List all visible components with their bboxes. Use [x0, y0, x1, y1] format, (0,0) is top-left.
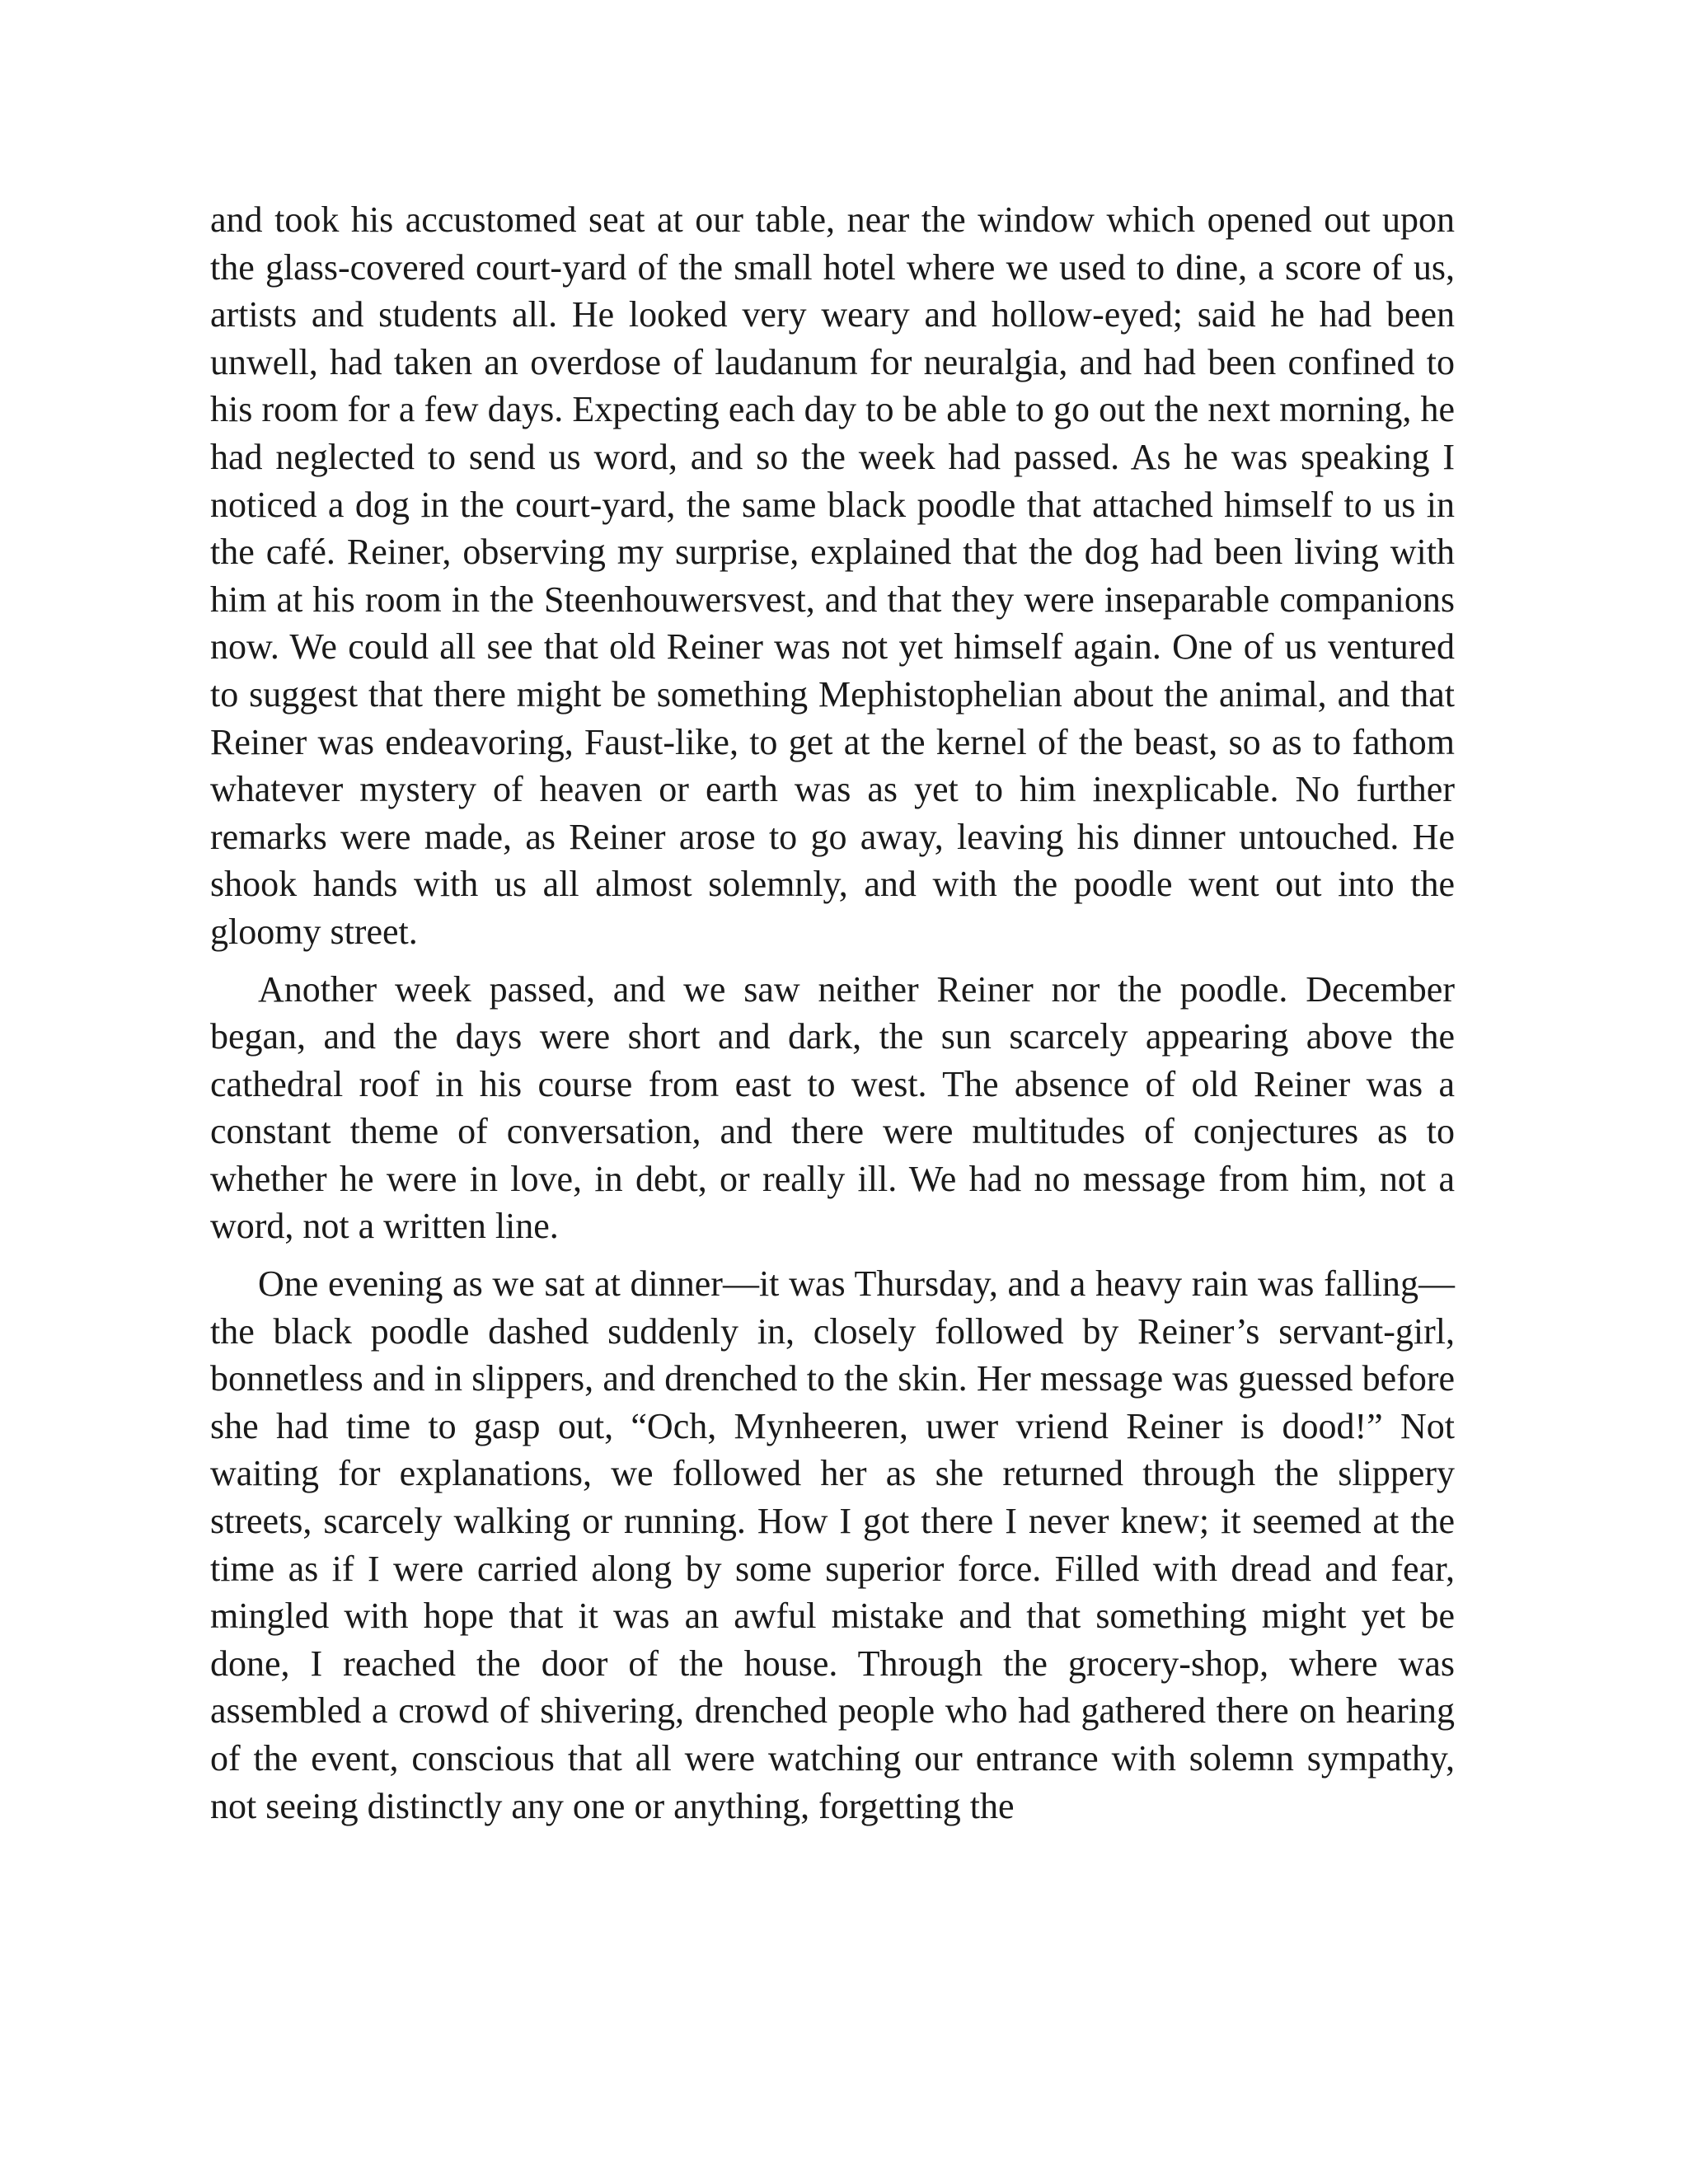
paragraph-another-week: Another week passed, and we saw neither Reiner nor the poodle. December began, and the days were short and dark, the sun scarcely appearing above the cathedral roof in his course from east to west. The absence of old Reiner was a constant theme of conversation, and there were multitudes of conjectures as to whether he were in love, in debt, or really ill. We had no message from him, not a word, not a written line. — [210, 968, 1455, 1247]
paragraph-one-evening: One evening as we sat at dinner—it was Thursday, and a heavy rain was falling—the black poodle dashed suddenly in, closely followed by Reiner’s servant-girl, bonnetless and in slippers, and drenched to the skin. Her message was guessed before she had time to gasp out, “Och, Mynheeren, uwer vriend Reiner is dood!” Not waiting for explanations, we followed her as she returned through the slippery streets, scarcely walking or running. How I got there I never knew; it seemed at the time as if I were carried along by some superior force. Filled with dread and fear, mingled with hope that it was an awful mistake and that something might yet be done, I reached the door of the house. Through the grocery-shop, where was assembled a crowd of shivering, drenched people who had gathered there on hearing of the event, conscious that all were watching our entrance with solemn sympathy, not seeing distinctly any one or anything, forgetting the — [210, 1263, 1455, 1826]
paragraph-continued: and took his accustomed seat at our table, near the window which opened out upon the glass-covered court-yard of the small hotel where we used to dine, a score of us, artists and students all. He looked very weary and hollow-eyed; said he had been unwell, had taken an overdose of laudanum for neuralgia, and had been confined to his room for a few days. Expecting each day to be able to go out the next morning, he had neglected to send us word, and so the week had passed. As he was speaking I noticed a dog in the court-yard, the same black poodle that attached himself to us in the café. Reiner, observing my surprise, explained that the dog had been living with him at his room in the Steenhouwersvest, and that they were inseparable companions now. We could all see that old Reiner was not yet himself again. One of us ventured to suggest that there might be something Mephistophelian about the animal, and that Reiner was endeavoring, Faust-like, to get at the kernel of the beast, so as to fathom whatever mystery of heaven or earth was as yet to him inexplicable. No further remarks were made, as Reiner arose to go away, leaving his dinner untouched. He shook hands with us all almost solemnly, and with the poodle went out into the gloomy street. — [210, 199, 1455, 952]
body-text — [210, 196, 1455, 1830]
